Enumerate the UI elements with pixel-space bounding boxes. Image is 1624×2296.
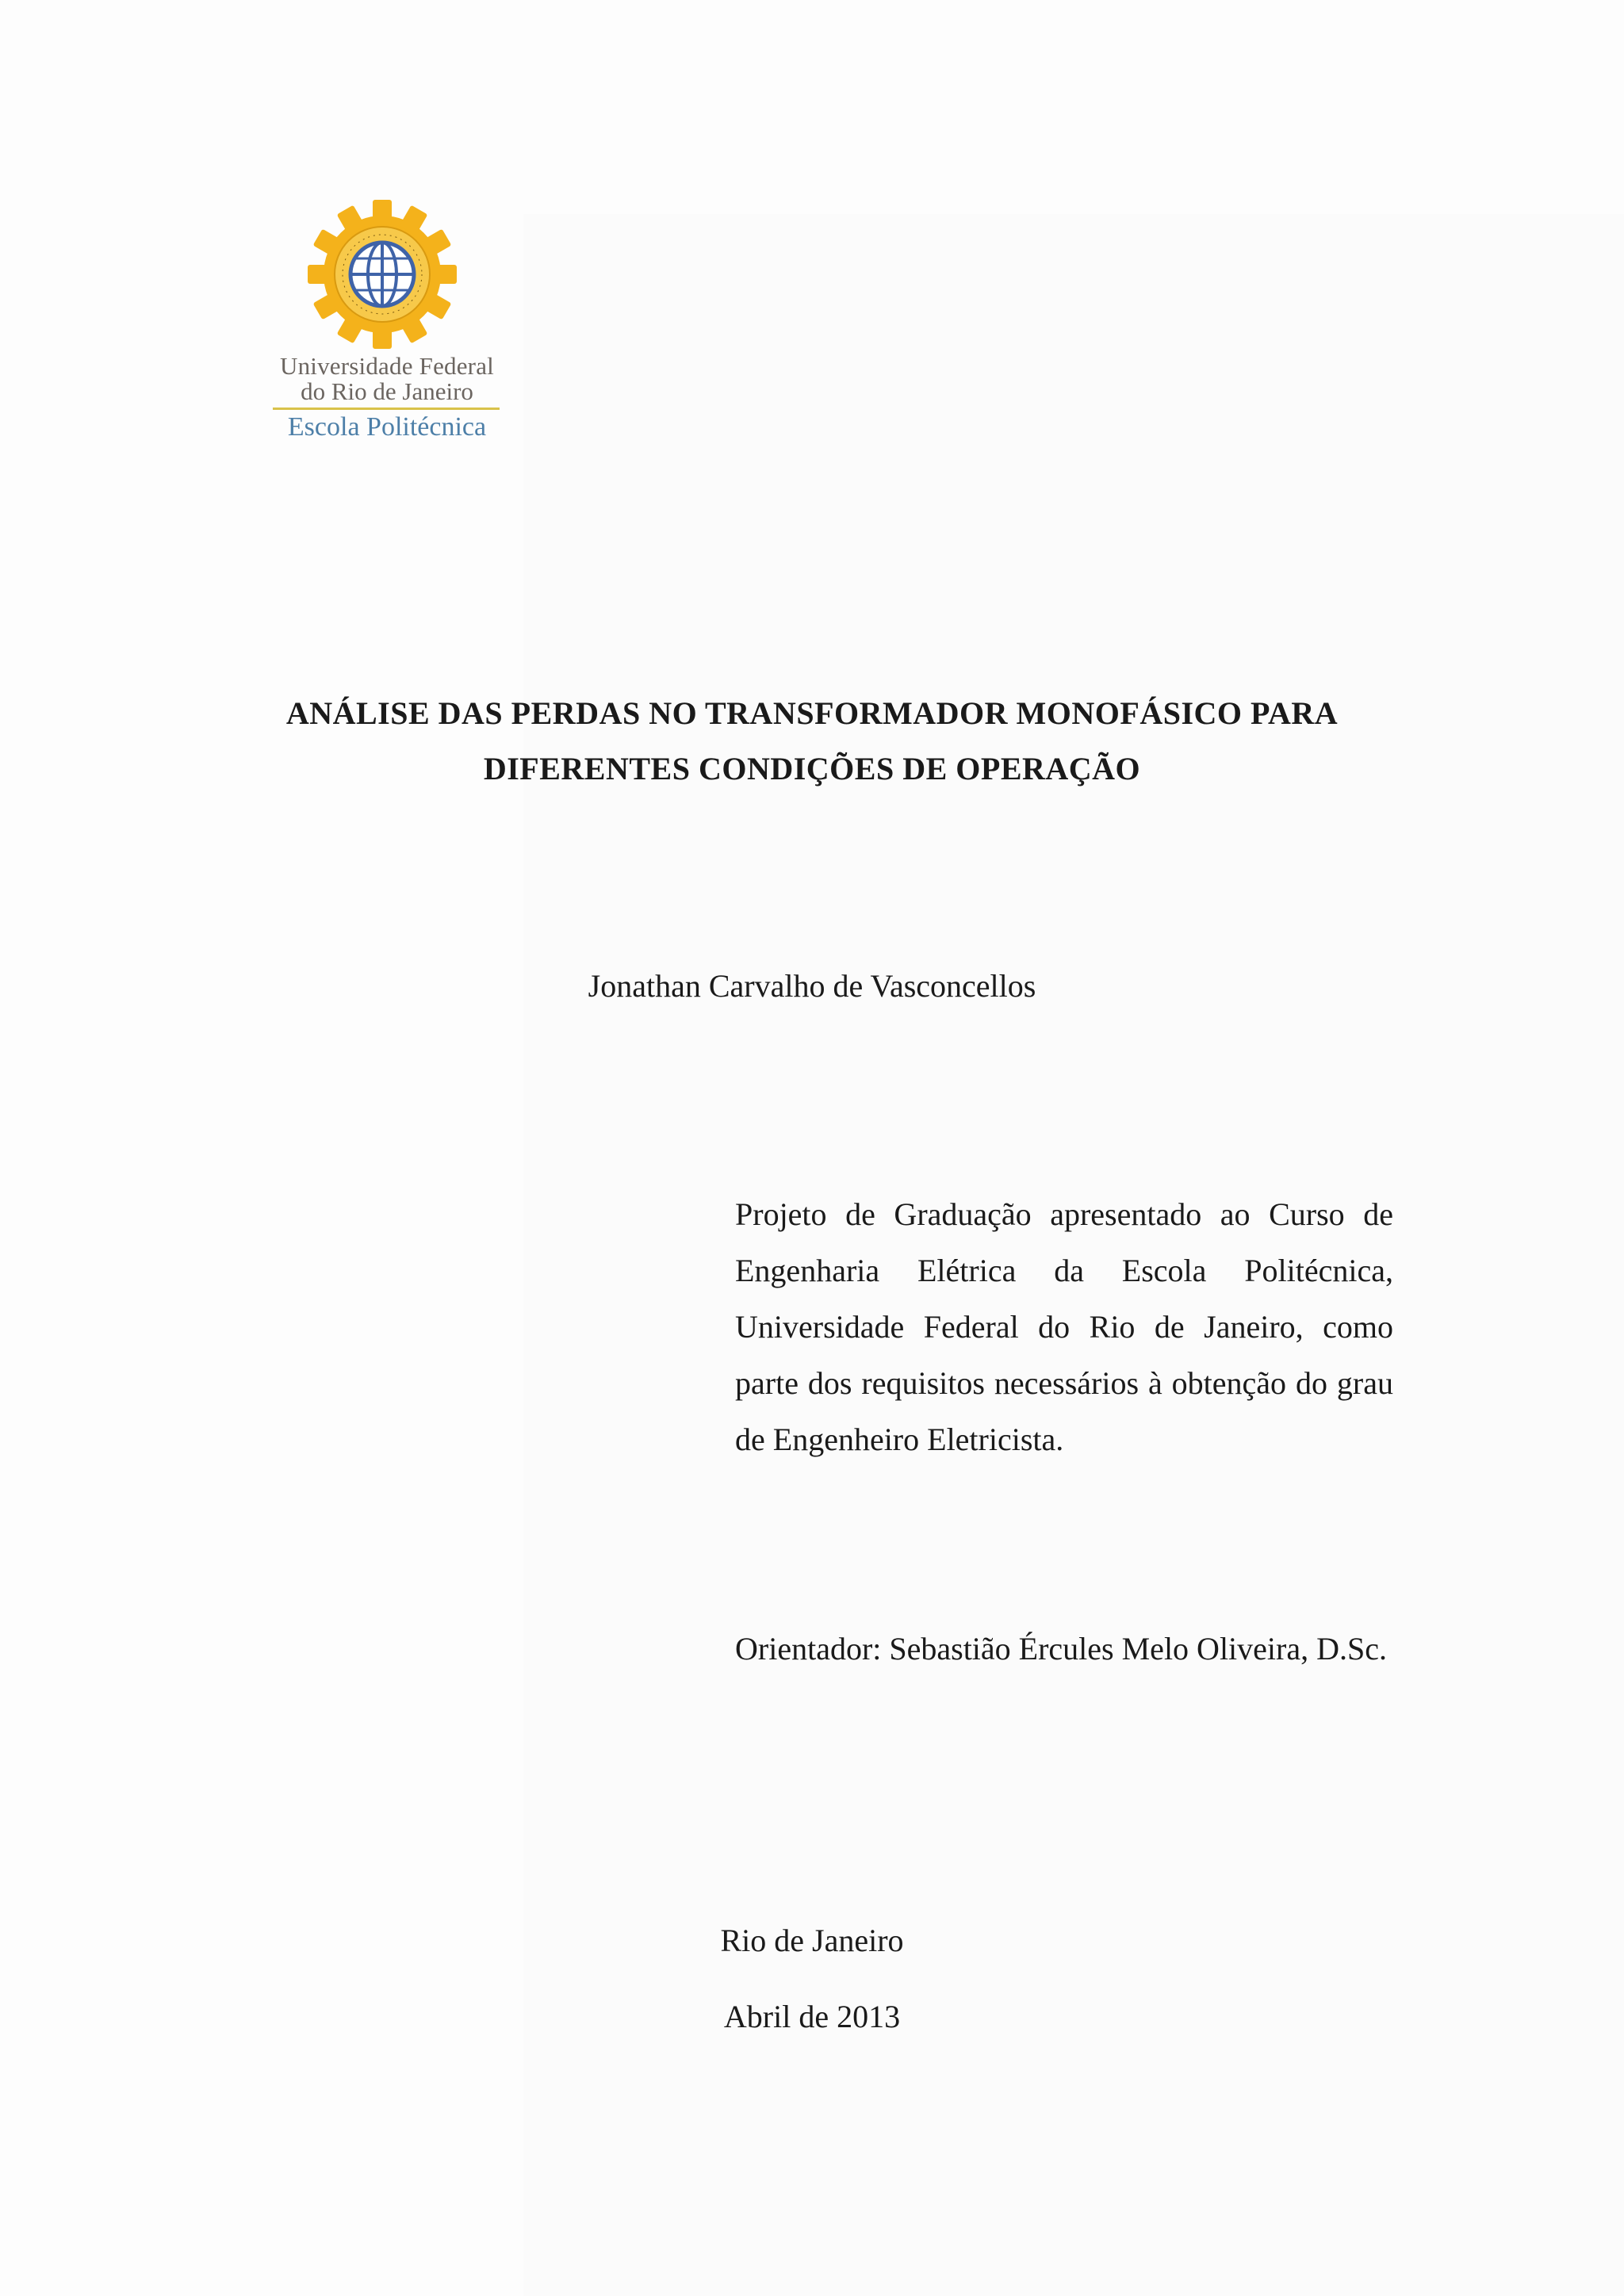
document-title-line-1: ANÁLISE DAS PERDAS NO TRANSFORMADOR MONOFÁSICO PARA bbox=[285, 695, 1339, 731]
logo-divider bbox=[273, 408, 500, 410]
city: Rio de Janeiro bbox=[720, 1923, 904, 1958]
author-name: Jonathan Carvalho de Vasconcellos bbox=[588, 968, 1036, 1004]
publication-date: Abril de 2013 bbox=[723, 1999, 901, 2034]
university-logo bbox=[268, 190, 506, 444]
document-title-line-2: DIFERENTES CONDIÇÕES DE OPERAÇÃO bbox=[483, 751, 1141, 786]
advisor-name: Orientador: Sebastião Ércules Melo Oliveira, D.Sc. bbox=[735, 1631, 1387, 1667]
logo-university-name: Universidade Federal bbox=[280, 352, 494, 380]
logo-school-name: Escola Politécnica bbox=[287, 412, 487, 442]
project-description: Projeto de Graduação apresentado ao Curso de Engenharia Elétrica da Escola Politécnica, Universidade Federal do Rio de Janeiro, como parte dos requisitos necessários à obtenção do grau de Engenheiro Eletricista. bbox=[735, 1196, 1393, 1457]
logo-university-city: do Rio de Janeiro bbox=[301, 377, 473, 405]
gear-globe-emblem-icon bbox=[303, 195, 462, 354]
